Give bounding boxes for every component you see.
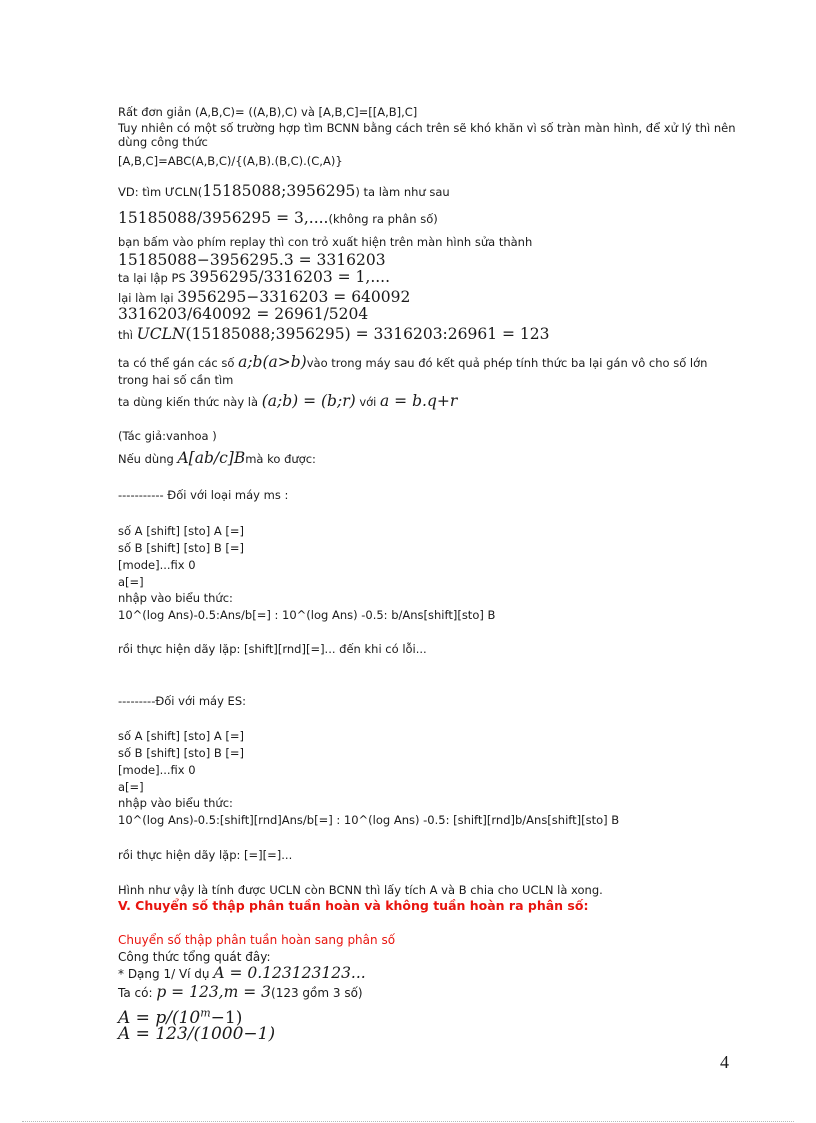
math-italic: (a;b) = (b;r) <box>261 392 356 410</box>
example-line <box>118 327 550 342</box>
math-expression <box>137 325 550 343</box>
math-italic: a;b(a>b) <box>238 353 307 371</box>
text-line: [A,B,C]=ABC(A,B,C)/{(A,B).(B,C).(C,A)} <box>118 154 343 168</box>
text-line: ---------Đối với máy ES: <box>118 694 246 708</box>
text: ta dùng kiến thức này là <box>118 395 259 409</box>
text-line: 10^(log Ans)-0.5:Ans/b[=] : 10^(log Ans) -0.5: b/Ans[shift][sto] B <box>118 608 496 622</box>
math-line <box>118 253 386 268</box>
example-line <box>118 966 366 981</box>
math-italic: a = b.q+r <box>380 392 458 410</box>
math-expression: 3956295−3316203 = 640092 <box>177 288 411 306</box>
text: (123 gồm 3 số) <box>271 986 363 1000</box>
text-line: số A [shift] [sto] A [=] <box>118 729 244 743</box>
subsection-heading: Chuyển số thập phân tuần hoàn sang phân số <box>118 933 396 947</box>
example-line <box>118 184 450 199</box>
text: Ta có: <box>118 986 153 1000</box>
text-line: a[=] <box>118 575 144 589</box>
math-expression: 15185088/3956295 = 3,.... <box>118 209 329 227</box>
math-italic: A[ab/c]B <box>177 449 246 467</box>
math-line <box>118 307 368 322</box>
text-line: ----------- Đối với loại máy ms : <box>118 488 289 502</box>
text-line: [mode]...fix 0 <box>118 558 196 572</box>
math-text: (15185088;3956295) = 3316203:26961 = 123 <box>185 325 550 343</box>
text: mà ko được: <box>245 452 316 466</box>
math-expression: 15185088;3956295 <box>202 182 356 200</box>
text: lại làm lại <box>118 291 174 305</box>
math-expression <box>380 392 457 410</box>
text: vào trong máy sau đó kết quả phép tính thức ba lại gán vô cho số lớn trong hai số cần tìm <box>118 356 708 387</box>
section-heading: V. Chuyển số thập phân tuần hoàn và không tuần hoàn ra phân số: <box>118 898 589 913</box>
text-line: Công thức tổng quát đây: <box>118 950 271 964</box>
text: * Dạng 1/ Ví dụ <box>118 967 210 981</box>
text-line: Hình như vậy là tính được UCLN còn BCNN thì lấy tích A và B chia cho UCLN là xong. <box>118 883 603 897</box>
text-line: Rất đơn giản (A,B,C)= ((A,B),C) và [A,B,C]=[[A,B],C] <box>118 105 418 119</box>
text-line: Tuy nhiên có một số trường hợp tìm BCNN bằng cách trên sẽ khó khăn vì số tràn màn hình, để xử lý thì nên dùng công thức <box>118 121 736 149</box>
math-expression <box>213 964 365 982</box>
text-line: bạn bấm vào phím replay thì con trỏ xuất hiện trên màn hình sửa thành <box>118 235 533 249</box>
text-line: số A [shift] [sto] A [=] <box>118 524 244 538</box>
math-italic: A = p/(10 <box>118 1007 201 1028</box>
example-line <box>118 451 316 466</box>
text-line: (Tác giả:vanhoa ) <box>118 429 217 443</box>
text: (không ra phân số) <box>328 212 438 226</box>
example-line <box>118 985 363 1000</box>
math-expression <box>262 392 356 410</box>
math-line <box>118 1024 276 1044</box>
math-expression: 3956295/3316203 = 1,.... <box>189 268 391 286</box>
math-expression <box>238 353 307 371</box>
math-expression <box>118 1024 275 1044</box>
math-expression: 15185088−3956295.3 = 3316203 <box>118 251 386 269</box>
math-text: −1) <box>210 1007 243 1028</box>
math-italic: A = 0.123123123... <box>213 964 366 982</box>
math-italic: p = 123,m = 3 <box>156 983 272 1001</box>
text: ) ta làm như sau <box>355 185 450 199</box>
text-line: 10^(log Ans)-0.5:[shift][rnd]Ans/b[=] : 10^(log Ans) -0.5: [shift][rnd]b/Ans[shift][sto] B <box>118 813 620 827</box>
page-divider <box>22 1121 794 1122</box>
text: thì <box>118 328 133 342</box>
example-line <box>118 394 457 409</box>
text: ta lại lập PS <box>118 271 186 285</box>
page-number: 4 <box>720 1052 729 1072</box>
math-superscript <box>200 1006 210 1019</box>
math-expression <box>156 983 271 1001</box>
math-italic: UCLN <box>136 325 186 343</box>
text: với <box>359 395 377 409</box>
text-line: rồi thực hiện dãy lặp: [shift][rnd][=]... đến khi có lỗi... <box>118 642 427 656</box>
example-line <box>118 290 410 305</box>
example-line <box>118 270 390 285</box>
math-italic: m <box>200 1006 211 1019</box>
text-line: số B [shift] [sto] B [=] <box>118 541 245 555</box>
text-line <box>118 354 738 389</box>
text-line: rồi thực hiện dãy lặp: [=][=]... <box>118 848 293 862</box>
math-line <box>118 1006 242 1026</box>
math-italic: A = 123/(1000−1) <box>118 1024 276 1044</box>
math-expression: 3316203/640092 = 26961/5204 <box>118 305 369 323</box>
text-line: số B [shift] [sto] B [=] <box>118 746 245 760</box>
text: ta có thể gán các số <box>118 356 235 370</box>
text-line: [mode]...fix 0 <box>118 763 196 777</box>
text-line: nhập vào biểu thức: <box>118 796 233 810</box>
example-line <box>118 211 438 226</box>
text-line: a[=] <box>118 780 144 794</box>
text-line: nhập vào biểu thức: <box>118 591 233 605</box>
math-expression <box>177 449 245 467</box>
text: Nếu dùng <box>118 452 174 466</box>
text: VD: tìm ƯCLN( <box>118 185 203 199</box>
